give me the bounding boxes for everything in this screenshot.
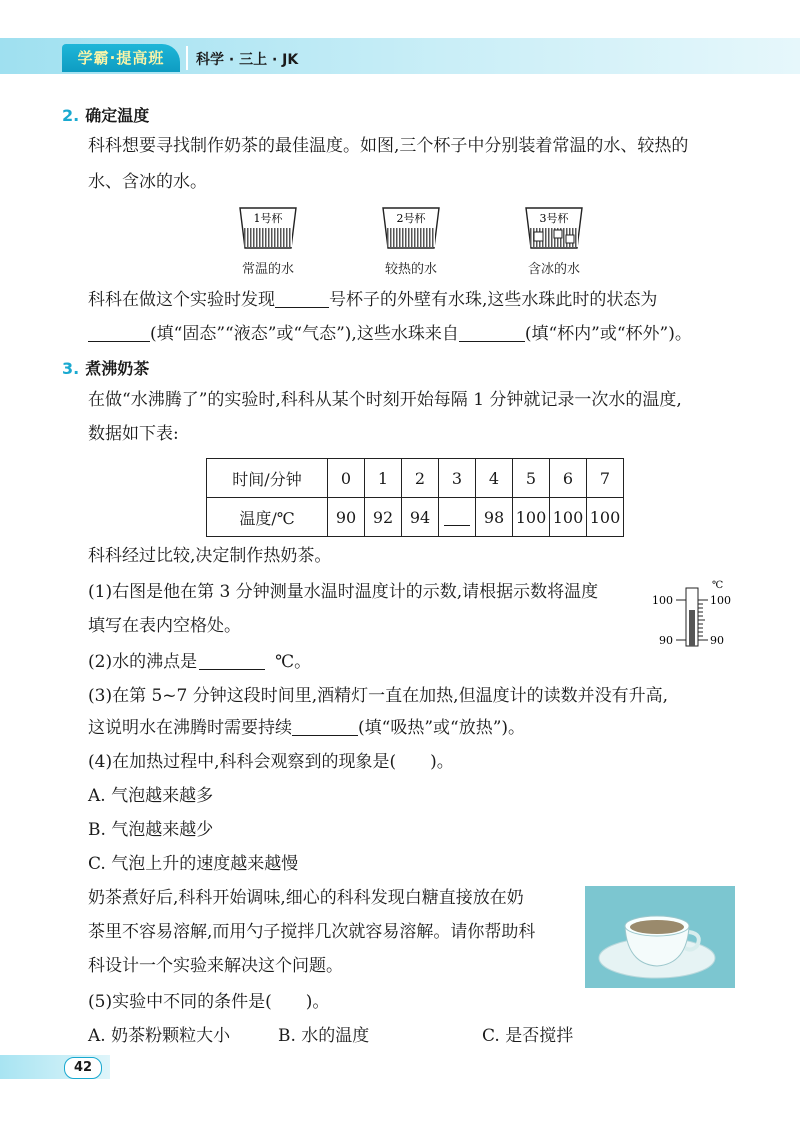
s3-paragraph-3-line2: 茶里不容易溶解,而用勺子搅拌几次就容易溶解。请你帮助科 xyxy=(88,922,536,942)
q4-option-c[interactable]: C. 气泡上升的速度越来越慢 xyxy=(88,854,299,874)
table-cell: 7 xyxy=(587,459,624,498)
thermometer-illustration xyxy=(646,580,746,650)
cup-2-illustration xyxy=(381,206,441,250)
q5-line: (5)实验中不同的条件是( )。 xyxy=(88,992,330,1012)
table-cell: 100 xyxy=(550,498,587,537)
table-row-temperature xyxy=(207,498,624,537)
section-3-number: 3. xyxy=(62,359,80,378)
cup-1-illustration xyxy=(238,206,298,250)
section-3-heading: 煮沸奶茶 xyxy=(85,359,150,378)
cup-3-caption: 含冰的水 xyxy=(527,262,580,277)
thermometer-upper-right: 100 xyxy=(710,594,731,607)
s3-paragraph-3-line1: 奶茶煮好后,科科开始调味,细心的科科发现白糖直接放在奶 xyxy=(88,888,524,908)
q4-option-a[interactable]: A. 气泡越来越多 xyxy=(88,786,214,806)
table-cell: 3 xyxy=(439,459,476,498)
thermometer-upper-left: 100 xyxy=(652,594,673,607)
table-cell: 100 xyxy=(513,498,550,537)
s3-paragraph-line2: 数据如下表: xyxy=(88,424,179,444)
cup-1-tag: 1号杯 xyxy=(253,212,283,225)
table-blank-cell[interactable] xyxy=(439,498,476,537)
q3-text-2: (填“吸热”或“放热”)。 xyxy=(358,718,526,738)
section-2-number: 2. xyxy=(62,106,80,125)
section-3-title xyxy=(62,356,149,379)
thermometer-lower-right: 90 xyxy=(710,634,724,647)
q2-line xyxy=(88,650,311,674)
s3-paragraph-2: 科科经过比较,决定制作热奶茶。 xyxy=(88,546,332,566)
table-cell: 4 xyxy=(476,459,513,498)
s3-paragraph-line1: 在做“水沸腾了”的实验时,科科从某个时刻开始每隔 1 分钟就记录一次水的温度, xyxy=(88,390,682,410)
q3-text-1: 这说明水在沸腾时需要持续 xyxy=(88,718,292,738)
cup-number-blank[interactable] xyxy=(275,289,329,308)
cup-3-tag: 3号杯 xyxy=(539,212,569,225)
q1-line1: (1)右图是他在第 3 分钟测量水温时温度计的示数,请根据示数将温度 xyxy=(88,582,599,602)
header-divider xyxy=(186,46,188,70)
table-cell: 1 xyxy=(365,459,402,498)
s2-q-text-2: 号杯子的外壁有水珠,这些水珠此时的状态为 xyxy=(329,290,658,310)
subject-label: 科学 · 三上 · JK xyxy=(196,52,299,68)
table-cell: 2 xyxy=(402,459,439,498)
table-cell: 98 xyxy=(476,498,513,537)
q4-option-b[interactable]: B. 气泡越来越少 xyxy=(88,820,214,840)
boiling-point-blank[interactable] xyxy=(199,651,265,670)
s2-q-text-4: (填“杯内”或“杯外”)。 xyxy=(524,324,692,344)
q2-text-2: ℃。 xyxy=(275,652,312,672)
series-tab: 学霸·提高班 xyxy=(62,44,180,72)
temperature-table xyxy=(206,458,624,537)
thermometer-unit: ℃ xyxy=(712,580,724,591)
table-row-time xyxy=(207,459,624,498)
state-blank[interactable] xyxy=(88,323,150,342)
s2-paragraph-line1: 科科想要寻找制作奶茶的最佳温度。如图,三个杯子中分别装着常温的水、较热的 xyxy=(88,136,689,156)
q5-option-a[interactable]: A. 奶茶粉颗粒大小 xyxy=(88,1026,231,1046)
table-cell: 94 xyxy=(402,498,439,537)
s2-paragraph-line2: 水、含冰的水。 xyxy=(88,172,207,192)
table-cell: 90 xyxy=(328,498,365,537)
s2-question-line1 xyxy=(88,288,657,312)
cup-3-illustration xyxy=(524,206,584,250)
table-cell: 0 xyxy=(328,459,365,498)
heat-blank[interactable] xyxy=(292,717,358,736)
s3-paragraph-3-line3: 科设计一个实验来解决这个问题。 xyxy=(88,956,343,976)
s2-q-text-1: 科科在做这个实验时发现 xyxy=(88,290,275,310)
q1-line2: 填写在表内空格处。 xyxy=(88,616,241,636)
cup-2-tag: 2号杯 xyxy=(396,212,426,225)
table-header-time: 时间/分钟 xyxy=(207,459,328,498)
table-cell: 6 xyxy=(550,459,587,498)
q3-line2 xyxy=(88,716,525,740)
s2-q-text-3: (填“固态”“液态”或“气态”),这些水珠来自 xyxy=(150,324,459,344)
s2-question-line2 xyxy=(88,322,692,346)
section-2-title xyxy=(62,103,149,126)
table-cell: 100 xyxy=(587,498,624,537)
table-cell: 92 xyxy=(365,498,402,537)
cup-2-caption: 较热的水 xyxy=(384,262,437,277)
q2-text-1: (2)水的沸点是 xyxy=(88,652,198,672)
table-cell: 5 xyxy=(513,459,550,498)
page-number: 42 xyxy=(64,1057,102,1079)
table-header-temperature: 温度/℃ xyxy=(207,498,328,537)
minute-3-temp-blank[interactable] xyxy=(444,507,470,526)
q3-line1: (3)在第 5~7 分钟这段时间里,酒精灯一直在加热,但温度计的读数并没有升高, xyxy=(88,686,668,706)
milk-tea-photo xyxy=(585,886,735,988)
q5-option-c[interactable]: C. 是否搅拌 xyxy=(482,1026,574,1046)
thermometer-lower-left: 90 xyxy=(659,634,673,647)
q5-option-b[interactable]: B. 水的温度 xyxy=(278,1026,370,1046)
source-blank[interactable] xyxy=(459,323,525,342)
cup-1-caption: 常温的水 xyxy=(241,262,294,277)
q4-line: (4)在加热过程中,科科会观察到的现象是( )。 xyxy=(88,752,454,772)
section-2-heading: 确定温度 xyxy=(85,106,150,125)
